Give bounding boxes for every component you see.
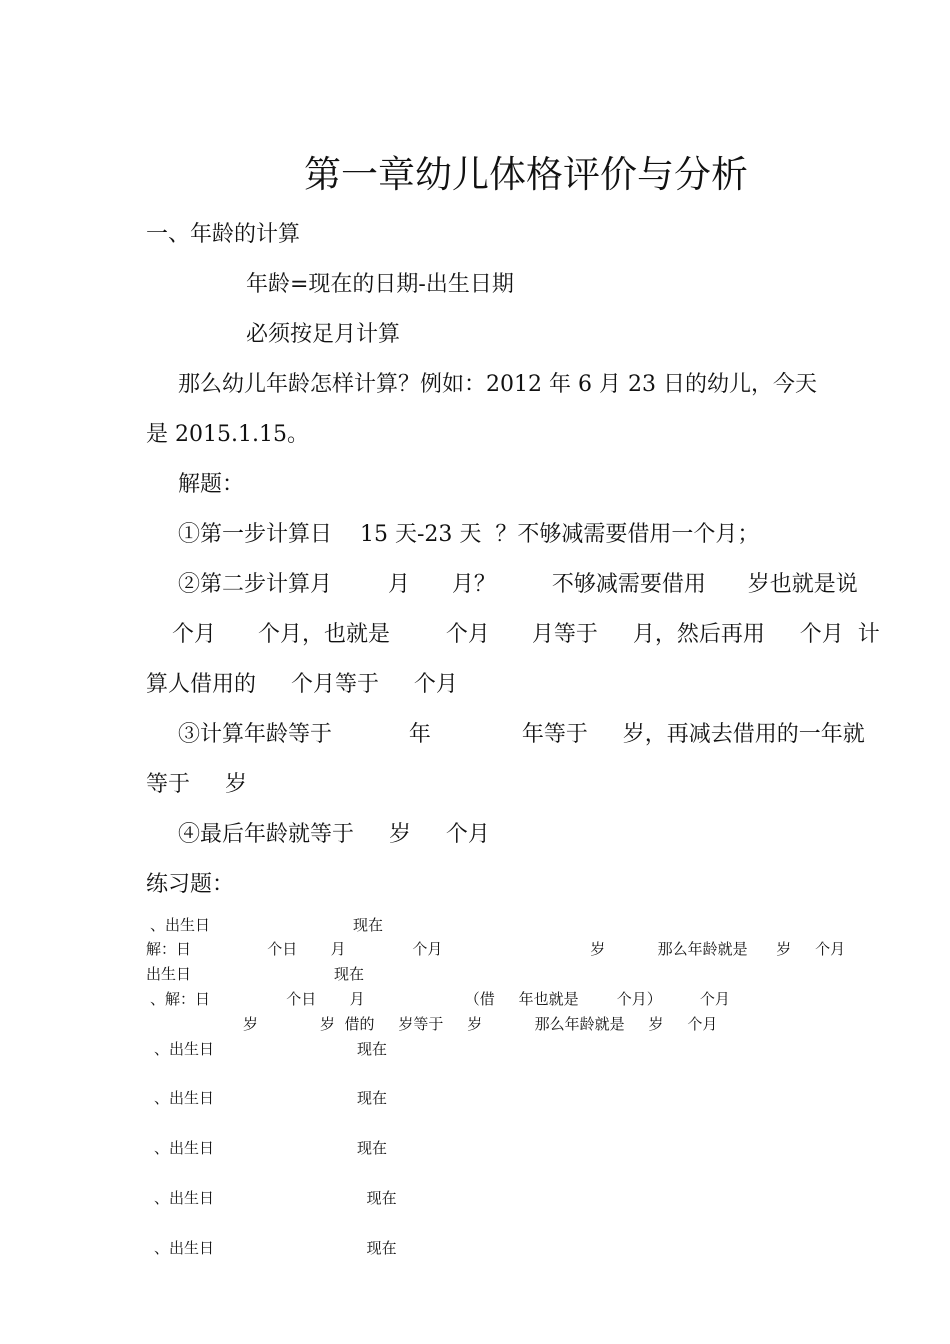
exercise-line: 、出生日 现在 (154, 1040, 388, 1058)
step-2-line-1: ②第二步计算月 月 月？ 不够减需要借用 岁也就是说 (178, 572, 858, 597)
exercise-line: 、出生日 现在 (154, 1089, 388, 1107)
exercise-line: 岁 岁 借的 岁等于 岁 那么年龄就是 岁 个月 (243, 1015, 718, 1033)
step-1: ①第一步计算日 15 天-23 天 ？不够减需要借用一个月； (178, 522, 760, 547)
step-3-line-1: ③计算年龄等于 年 年等于 岁，再减去借用的一年就 (178, 722, 865, 747)
exercise-line: 、解：日 个日 月 （借 年也就是 个月） 个月 (150, 990, 730, 1008)
step-2-line-3: 算人借用的 个月等于 个月 (146, 672, 458, 697)
solution-label: 解题： (178, 472, 245, 497)
rule-line: 必须按足月计算 (246, 322, 401, 347)
section-heading: 一、年龄的计算 (146, 222, 301, 247)
exercise-line: 、出生日 现在 (150, 916, 384, 934)
exercise-line: 、出生日 现在 (154, 1139, 388, 1157)
exercises-heading: 练习题： (146, 872, 235, 897)
exercise-line: 、出生日 现在 (154, 1239, 397, 1257)
exercise-line: 、出生日 现在 (154, 1189, 397, 1207)
formula-line: 年龄=现在的日期-出生日期 (246, 272, 514, 297)
question-line-2: 是 2015.1.15。 (146, 422, 309, 447)
step-2-line-2: 个月 个月，也就是 个月 月等于 月，然后再用 个月 计 (172, 622, 880, 647)
step-4: ④最后年龄就等于 岁 个月 (178, 822, 490, 847)
exercise-line: 出生日 现在 (146, 965, 365, 983)
step-3-line-2: 等于 岁 (146, 772, 247, 797)
question-line-1: 那么幼儿年龄怎样计算？例如：2012 年 6 月 23 日的幼儿，今天 (178, 372, 817, 397)
page-title: 第一章幼儿体格评价与分析 (304, 153, 748, 196)
exercise-line: 解：日 个日 月 个月 岁 那么年龄就是 岁 个月 (146, 940, 846, 958)
